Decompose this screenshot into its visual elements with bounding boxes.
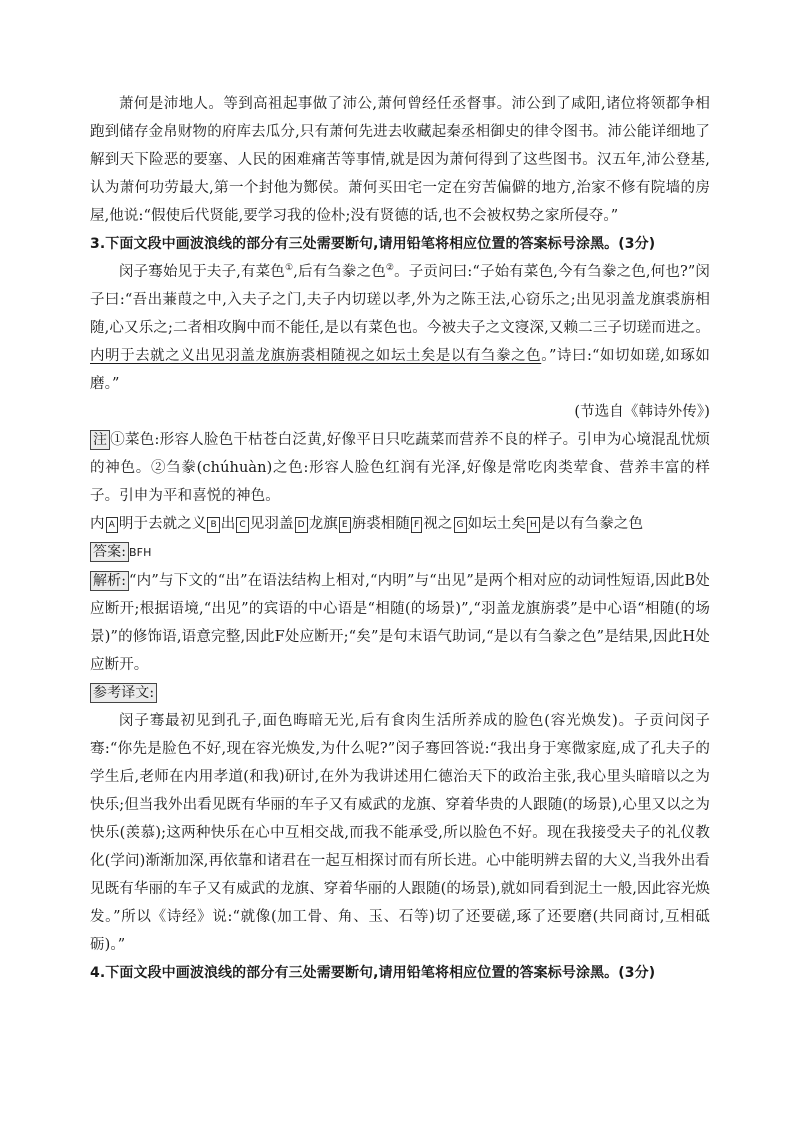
analysis-label: 解析: (90, 571, 129, 591)
option-mark-g[interactable]: G (454, 517, 467, 533)
segment-6: 视之 G (423, 516, 467, 532)
wavy-underlined-text: 内明于去就之义出见羽盖龙旗旃裘相随视之如坛土矣是以有刍豢之色 (90, 348, 542, 364)
answer-label: 答案: (90, 542, 129, 562)
segment-7: 如坛土矣 H (468, 516, 541, 532)
segment-5: 旃裘相随 F (352, 516, 424, 532)
option-mark-d[interactable]: D (295, 517, 308, 533)
translation-label: 参考译文: (90, 683, 157, 703)
question-3-passage (90, 258, 710, 398)
option-mark-e[interactable]: E (339, 517, 351, 533)
passage-text-a: 闵子骞始见于夫子,有菜色 (119, 264, 285, 280)
segment-0: 内 A (90, 516, 119, 532)
analysis-paragraph (90, 567, 710, 679)
segment-options (90, 510, 710, 538)
translation-label-line (90, 679, 710, 707)
translation-paragraph-xiaohe: 萧何是沛地人。等到高祖起事做了沛公,萧何曾经任丞督事。沛公到了咸阳,诸位将领都争相跑到储存金帛财物的府库去瓜分,只有萧何先进去收藏起秦丞相御史的律令图书。沛公能详细地了解到天下险恶的要塞、人民的困难痛苦等事情,就是因为萧何得到了这些图书。汉五年,沛公登基,认为萧何功劳最大,第一个封他为酂侯。萧何买田宅一定在穷苦偏僻的地方,治家不修有院墙的房屋,他说:“假使后代贤能,要学习我的俭朴;没有贤德的话,也不会被权势之家所侵夺。” (90, 96, 710, 224)
passage-text-b: ,后有刍豢之色 (293, 264, 386, 280)
answer-value: BFH (129, 546, 152, 559)
option-mark-a[interactable]: A (106, 517, 118, 533)
option-mark-c[interactable]: C (236, 517, 248, 533)
segment-3: 见羽盖 D (250, 516, 309, 532)
note-text: ①菜色:形容人脸色干枯苍白泛黄,好像平日只吃蔬菜而营养不良的样子。引申为心境混乱忧烦的神色。②刍豢(chúhuàn)之色:形容人脸色红润有光泽,好像是常吃肉类荤食、营养丰富的样子。引申为平和喜悦的神色。 (90, 432, 710, 504)
footnote-mark-1: ① (284, 263, 294, 274)
segment-4: 龙旗 E (309, 516, 352, 532)
source-citation: (节选自《韩诗外传》) (574, 404, 710, 420)
question-3-title: 3.下面文段中画波浪线的部分有三处需要断句,请用铅笔将相应位置的答案标号涂黑。(3分) (90, 236, 656, 252)
notes-paragraph (90, 426, 710, 510)
segment-8: 是以有刍豢之色 (540, 516, 644, 532)
segment-1: 明于去就之义 B (119, 516, 221, 532)
option-mark-h[interactable]: H (527, 517, 540, 533)
option-mark-f[interactable]: F (411, 517, 422, 533)
answer-line (90, 538, 710, 567)
reference-translation: 闵子骞最初见到孔子,面色晦暗无光,后有食肉生活所养成的脸色(容光焕发)。子贡问闵子骞:“你先是脸色不好,现在容光焕发,为什么呢?”闵子骞回答说:“我出身于寒微家庭,成了孔夫子的学生后,老师在内用孝道(和我)研讨,在外为我讲述用仁德治天下的政治主张,我心里头暗暗以之为快乐;但当我外出看见既有华丽的车子又有威武的龙旗、穿着华贵的人跟随(的场景),心里又以之为快乐(羡慕);这两种快乐在心中互相交战,而我不能承受,所以脸色不好。现在我接受夫子的礼仪教化(学问)渐渐加深,再依靠和诸君在一起互相探讨而有所长进。心中能明辨去留的大义,当我外出看见既有华丽的车子又有威武的龙旗、穿着华丽的人跟随(的场景),就如同看到泥土一般,因此容光焕发。”所以《诗经》说:“就像(加工骨、角、玉、石等)切了还要磋,琢了还要磨(共同商讨,互相砥砺)。” (90, 713, 710, 953)
segment-2: 出 C (221, 516, 250, 532)
analysis-text: “内”与下文的“出”在语法结构上相对,“内明”与“出见”是两个相对应的动词性短语,因此B处应断开;根据语境,“出见”的宾语的中心语是“相随(的场景)”,“羽盖龙旗旃裘”是中心语“相随(的场景)”的修饰语,语意完整,因此F处应断开;“矣”是句末语气助词,“是以有刍豢之色”是结果,因此H处应断开。 (90, 573, 710, 673)
passage-text-c: 。子贡问曰:“子始有菜色,今有刍豢之色,何也?”闵子曰:“吾出蒹葭之中,入夫子之门,夫子内切瑳以孝,外为之陈王法,心窃乐之;出见羽盖龙旗裘旃相随,心又乐之;二者相攻胸中而不能任,是以有菜色也。今被夫子之文寖深,又赖二三子切瑳而进之。 (90, 264, 711, 336)
question-4-title: 4.下面文段中画波浪线的部分有三处需要断句,请用铅笔将相应位置的答案标号涂黑。(3分) (90, 965, 656, 981)
document-page (90, 90, 710, 987)
option-mark-b[interactable]: B (207, 517, 219, 533)
footnote-mark-2: ② (385, 263, 395, 274)
note-label: 注 (90, 430, 110, 450)
passage-text-d: 。”诗曰:“如切如瑳,如琢如磨。” (90, 348, 710, 392)
